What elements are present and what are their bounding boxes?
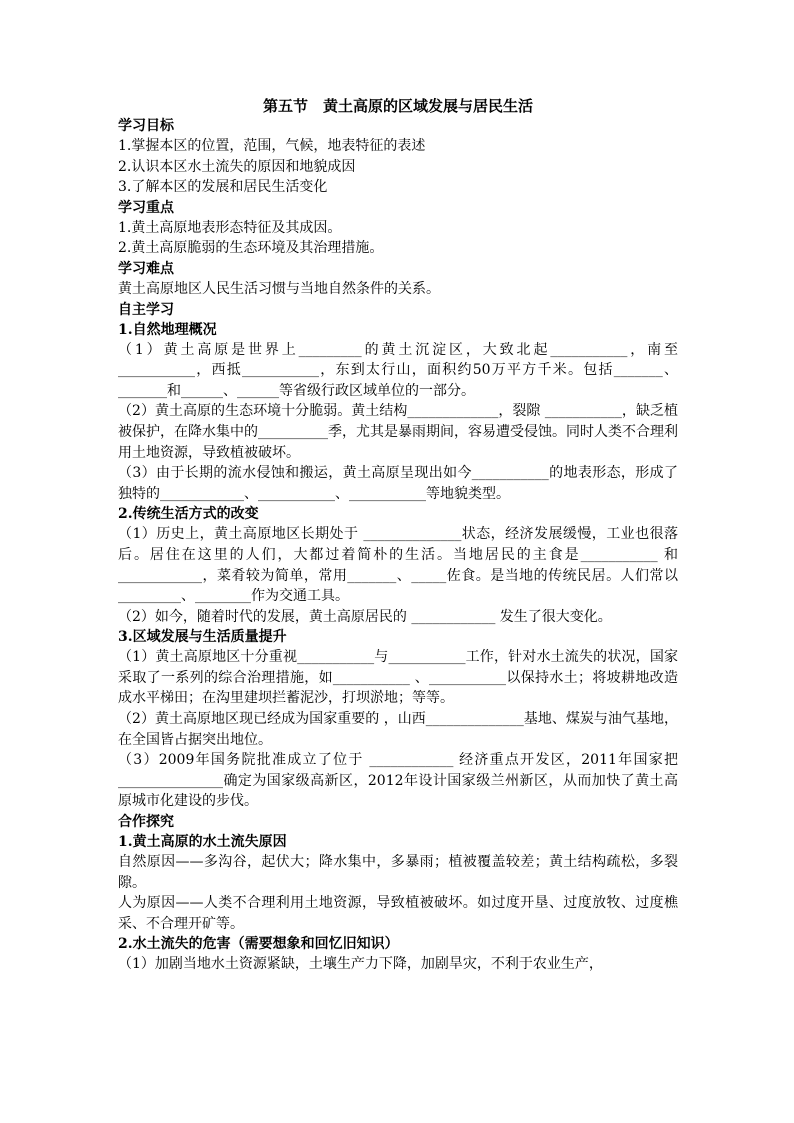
paragraph: （3）由于长期的流水侵蚀和搬运，黄土高原呈现出如今___________的地表形态，形成了独特的____________、___________、___________等地貌类型。 xyxy=(118,465,678,502)
paragraph: （2）黄土高原的生态环境十分脆弱。黄土结构_____________，裂隙 ___________，缺乏植被保护，在降水集中的__________季，尤其是暴雨期间，容易遭受侵蚀。同时人类不合理利用土地资源，导致植被破坏。 xyxy=(118,403,678,461)
paragraph: 3.了解本区的发展和居民生活变化 xyxy=(118,179,328,196)
section-heading: 3.区域发展与生活质量提升 xyxy=(118,629,287,646)
page-title: 第五节 黄土高原的区域发展与居民生活 xyxy=(262,97,533,115)
document-page xyxy=(118,96,678,975)
section-heading: 学习难点 xyxy=(118,260,174,277)
paragraph: 1.掌握本区的位置，范围，气候，地表特征的表述 xyxy=(118,138,426,154)
paragraph: （1）黄土高原地区十分重视___________与___________工作，针对水土流失的状况，国家采取了一系列的综合治理措施，如___________ 、___________以保持水土；将坡耕地改造成水平梯田；在沟里建坝拦蓄泥沙，打坝淤地；等等。 xyxy=(118,649,678,707)
paragraph: （1）历史上，黄土高原地区长期处于 ______________状态，经济发展缓慢，工业也很落后。居住在这里的人们，大都过着简朴的生活。当地居民的主食是___________ 和 ____________，菜肴较为简单，常用_______、_____佐食。是当地的传统民居。人们常以_________、________作为交通工具。 xyxy=(118,526,678,605)
paragraph: （3）2009年国务院批准成立了位于 ____________ 经济重点开发区，2011年国家把_______________确定为国家级高新区，2012年设计国家级兰州新区，从而加快了黄土高原城市化建设的步伐。 xyxy=(118,752,678,810)
section-heading: 学习目标 xyxy=(118,118,174,134)
section-heading: 自主学习 xyxy=(118,301,174,318)
paragraph: 人为原因——人类不合理利用土地资源，导致植被破坏。如过度开垦、过度放牧、过度樵采、不合理开矿等。 xyxy=(118,895,678,932)
paragraph: （2）如今，随着时代的发展，黄土高原居民的 ____________ 发生了很大变化。 xyxy=(118,608,612,625)
paragraph: 2.黄土高原脆弱的生态环境及其治理措施。 xyxy=(118,240,384,257)
section-heading: 2.水土流失的危害（需要想象和回忆旧知识） xyxy=(118,936,399,953)
paragraph: 黄土高原地区人民生活习惯与当地自然条件的关系。 xyxy=(118,280,440,297)
paragraph: 自然原因——多沟谷，起伏大；降水集中，多暴雨；植被覆盖较差；黄土结构疏松，多裂隙。 xyxy=(118,854,678,891)
paragraph: 2.认识本区水土流失的原因和地貌成因 xyxy=(118,158,356,175)
section-heading: 1.自然地理概况 xyxy=(118,321,217,338)
paragraph: 1.黄土高原地表形态特征及其成因。 xyxy=(118,219,342,236)
section-heading: 学习重点 xyxy=(118,199,174,216)
paragraph: （1）黄土高原是世界上_________的黄土沉淀区，大致北起___________，南至___________，西抵___________，东到太行山，面积约50万平方千米。包括_______、_______和______、______等省级行政区域单位的一部分。 xyxy=(118,341,678,399)
section-heading: 1.黄土高原的水土流失原因 xyxy=(118,834,287,851)
section-heading: 合作探究 xyxy=(118,814,174,831)
document-body xyxy=(118,116,678,975)
paragraph: （2）黄土高原地区现已经成为国家重要的 ，山西______________基地、煤炭与油气基地，在全国皆占据突出地位。 xyxy=(118,711,678,748)
paragraph: （1）加剧当地水土资源紧缺，土壤生产力下降，加剧旱灾，不利于农业生产， xyxy=(118,956,603,973)
section-heading: 2.传统生活方式的改变 xyxy=(118,506,259,523)
